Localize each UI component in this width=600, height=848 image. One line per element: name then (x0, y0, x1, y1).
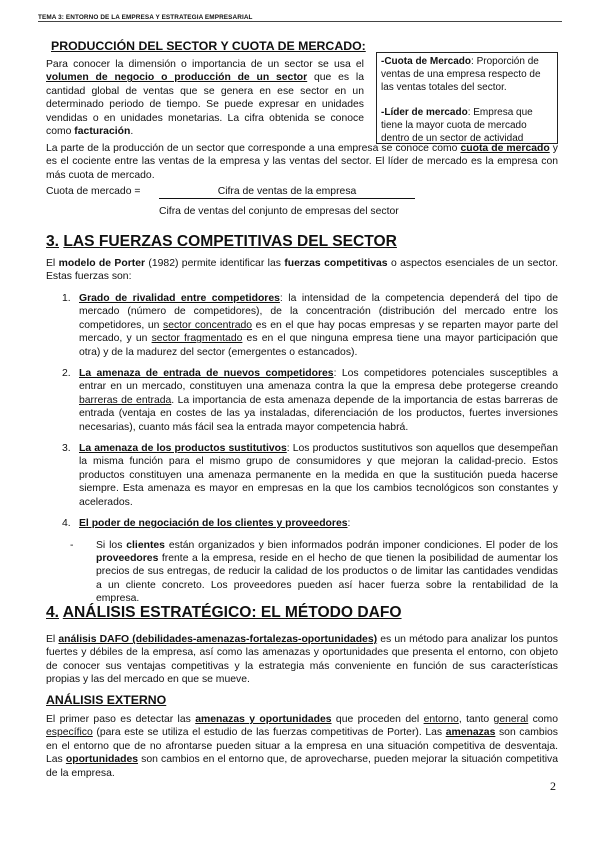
list-item-sustitutivos: 3. La amenaza de los productos sustitutivos: Los productos sustitutivos son aquellos que desempeñan la misma función para el mismo grupo de consumidores y que mejoran la calidad-precio. Estos productos constituyen una amenaza permanente en la medida en que la sustitución pueda hacerse siempre. Esta amenaza es mayor en empresas en la que los cambios tecnológicos son constantes y acelerados. (62, 443, 558, 508)
paragraph-cuota-mercado: La parte de la producción de un sector que corresponde a una empresa se conoce como cuota de mercado y es el cociente entre las ventas de la empresa y las ventas del sector. El líder de mercado es la empresa con más cuota de mercado. (46, 143, 558, 181)
running-header: TEMA 3: ENTORNO DE LA EMPRESA Y ESTRATEGIA EMPRESARIAL (38, 14, 253, 21)
section-heading-3: 3. LAS FUERZAS COMPETITIVAS DEL SECTOR (46, 233, 397, 250)
list-item-rivalidad: 1. Grado de rivalidad entre competidores: la intensidad de la competencia dependerá del tipo de mercado (número de competidores), de la concentración (distribución del mercado entre los competidores, un sector concentrado es en el que hay pocas empresas y se reparten mayor parte del mercado, y un sector fragmentado es en el que ninguna empresa tiene una mayor participación que otra) y de la madurez del sector (emergentes o estancados). (62, 293, 559, 358)
list-subitem-clientes-proveedores: - Si los clientes están organizados y bien informados podrán imponer condiciones. El poder de los proveedores frente a la empresa, reside en el hecho de que tienen la posibilidad de aumentar los precios de sus entregas, de reducir la calidad de los productos o de limitar las cantidades vendidas a un cliente concreto. Los proveedores pueden así hacer fuerza sobre la rentabilidad de la empresa. (70, 539, 558, 605)
subheading-analisis-externo: ANÁLISIS EXTERNO (46, 693, 167, 707)
page-number: 2 (550, 779, 556, 793)
formula-numerator: Cifra de ventas de la empresa (159, 185, 415, 199)
term-cuota-mercado: cuota de mercado (460, 143, 550, 154)
formula-label: Cuota de mercado = (46, 186, 141, 197)
definition-cuota: -Cuota de Mercado: Proporción de ventas de una empresa respecto de las ventas totales del sector. (381, 56, 541, 93)
paragraph-porter-intro: El modelo de Porter (1982) permite identificar las fuerzas competitivas o aspectos esenciales de un sector. Estas fuerzas son: (46, 258, 558, 283)
porter-forces-list (46, 292, 558, 606)
term-volumen-negocio: volumen de negocio o producción de un sector (46, 72, 308, 84)
paragraph-dafo: El análisis DAFO (debilidades-amenazas-fortalezas-oportunidades) es un método para analizar los puntos fuertes y débiles de la empresa, así como las amenazas y oportunidades que presenta el entorno, con objeto de conocer sus ventajas competitivas y la estrategia más conveniente en función de sus características propias y las del mercado en que se mueve. (46, 634, 558, 686)
definition-lider: -Líder de mercado: Empresa que tiene la mayor cuota de mercado dentro de un sector de actividad (381, 107, 533, 144)
definition-box (376, 52, 558, 144)
list-item-poder-negociacion: 4. El poder de negociación de los clientes y proveedores: (62, 518, 351, 530)
list-item-nuevos-competidores: 2. La amenaza de entrada de nuevos competidores: Los competidores potenciales susceptibles a entrar en un mercado, constituyen una amenaza contra la que la empresa debe protegerse creando barreras de entrada. La importancia de esta amenaza depende de la importancia de estas barreras de entrada (ventaja en costes de las ya instaladas, diferenciación de los productos, fuertes inversiones necesarias), cuanto más fácil sea la entrada mayor competencia habrá. (62, 368, 559, 433)
paragraph-analisis-externo: El primer paso es detectar las amenazas y oportunidades que proceden del entorno, tanto general como específico (para este se utiliza el estudio de las fuerzas competitivas de Porter). Las amenazas son cambios en el entorno que de no afrontarse pueden situar a la empresa en una situación competitiva de desventaja. Las oportunidades son cambios en el entorno que, de aprovecharse, pueden mejorar la situación competitiva de la empresa. (46, 714, 559, 779)
paragraph-volumen-negocio: Para conocer la dimensión o importancia de un sector se usa el volumen de negocio o producción de un sector que es la cantidad global de ventas que se genera en ese sector en un determinado periodo de tiempo. Se puede expresar en unidades vendidas o en unidades monetarias. La cifra obtenida se conoce como facturación. (46, 59, 364, 138)
section-title-produccion: PRODUCCIÓN DEL SECTOR Y CUOTA DE MERCADO: (51, 39, 366, 53)
formula-denominator: Cifra de ventas del conjunto de empresas del sector (159, 206, 399, 217)
term-facturacion: facturación (74, 126, 131, 138)
section-heading-4: 4. ANÁLISIS ESTRATÉGICO: EL MÉTODO DAFO (46, 604, 402, 621)
header-rule (38, 21, 562, 22)
